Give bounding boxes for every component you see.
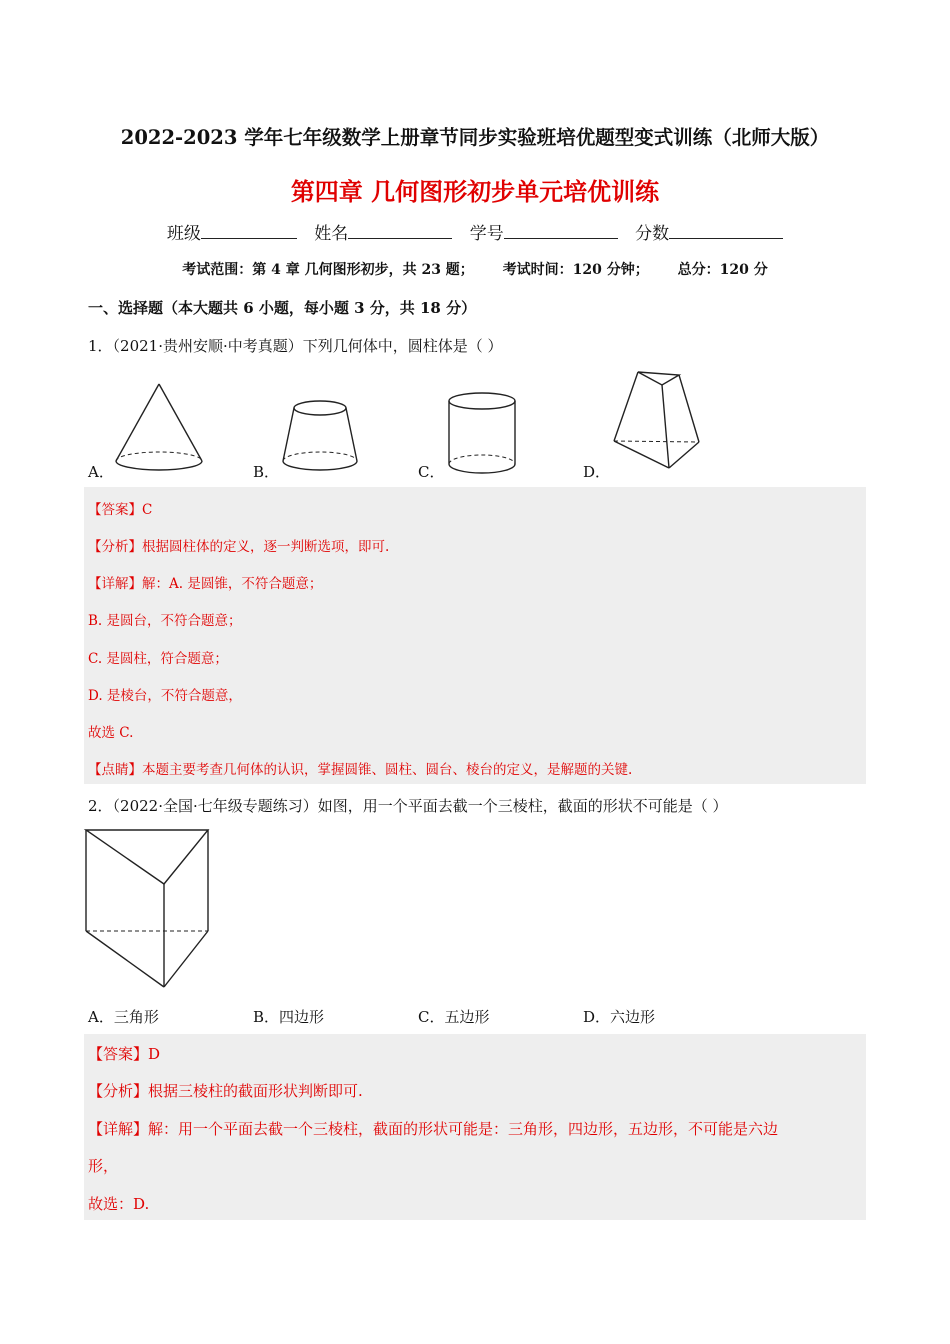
q1-option-a[interactable]: A． <box>88 463 114 481</box>
exam-time: 考试时间：120 分钟； <box>502 262 649 278</box>
frustum-figure <box>280 398 360 478</box>
class-label: 班级 <box>166 224 201 244</box>
question-2-stem: 2．（2022·全国·七年级专题练习）如图，用一个平面去截一个三棱柱，截面的形状不可能是（ ） <box>88 797 728 815</box>
q1-analysis: 【分析】根据圆柱体的定义，逐一判断选项，即可. <box>88 539 390 555</box>
name-blank[interactable] <box>348 222 452 239</box>
name-label: 姓名 <box>314 224 349 244</box>
q2-option-d[interactable]: D．六边形 <box>583 1008 656 1026</box>
document-title: 2022-2023 学年七年级数学上册章节同步实验班培优题型变式训练（北师大版） <box>120 126 830 149</box>
q1-detail: 【详解】解：A. 是圆锥，不符合题意； <box>88 576 323 592</box>
q1-answer-box <box>84 487 866 784</box>
q1-conclusion: 故选 C. <box>88 725 134 741</box>
q2-option-b[interactable]: B．四边形 <box>253 1008 325 1026</box>
q1-option-b[interactable]: B． <box>253 463 280 481</box>
q2-detail: 【详解】解：用一个平面去截一个三棱柱，截面的形状可能是：三角形，四边形，五边形，不可能是六边 <box>88 1120 779 1138</box>
frustum-pyramid-figure <box>610 370 702 472</box>
q2-answer-box <box>84 1034 866 1220</box>
q2-detail-cont: 形， <box>88 1157 119 1175</box>
q1-answer: 【答案】C <box>88 502 153 518</box>
q1-option-c[interactable]: C． <box>418 463 445 481</box>
q1-option-d[interactable]: D． <box>583 463 611 481</box>
chapter-subtitle: 第四章 几何图形初步单元培优训练 <box>290 177 660 206</box>
cone-figure <box>112 382 207 474</box>
question-1-stem: 1．（2021·贵州安顺·中考真题）下列几何体中，圆柱体是（ ） <box>88 337 503 355</box>
id-blank[interactable] <box>504 222 618 239</box>
q2-answer: 【答案】D <box>88 1045 161 1063</box>
q1-detail-d: D. 是棱台，不符合题意， <box>88 688 242 704</box>
q2-option-c[interactable]: C．五边形 <box>418 1008 490 1026</box>
q2-conclusion: 故选：D. <box>88 1195 150 1213</box>
student-info-row <box>0 219 950 244</box>
exam-scope-row <box>0 259 950 279</box>
triangular-prism-figure <box>84 828 212 990</box>
class-blank[interactable] <box>201 222 297 239</box>
section-heading: 一、选择题（本大题共 6 小题，每小题 3 分，共 18 分） <box>88 299 477 317</box>
score-label: 分数 <box>635 224 670 244</box>
q2-option-a[interactable]: A．三角形 <box>88 1008 159 1026</box>
q1-detail-c: C. 是圆柱，符合题意； <box>88 651 228 667</box>
q1-detail-b: B. 是圆台，不符合题意； <box>88 613 242 629</box>
id-label: 学号 <box>469 224 504 244</box>
exam-scope: 考试范围：第 4 章 几何图形初步，共 23 题； <box>182 262 474 278</box>
q2-analysis: 【分析】根据三棱柱的截面形状判断即可. <box>88 1082 363 1100</box>
exam-total: 总分：120 分 <box>677 262 768 278</box>
score-blank[interactable] <box>669 222 783 239</box>
q1-comment: 【点睛】本题主要考查几何体的认识，掌握圆锥、圆柱、圆台、棱台的定义，是解题的关键. <box>88 762 633 778</box>
cylinder-figure <box>446 390 520 480</box>
